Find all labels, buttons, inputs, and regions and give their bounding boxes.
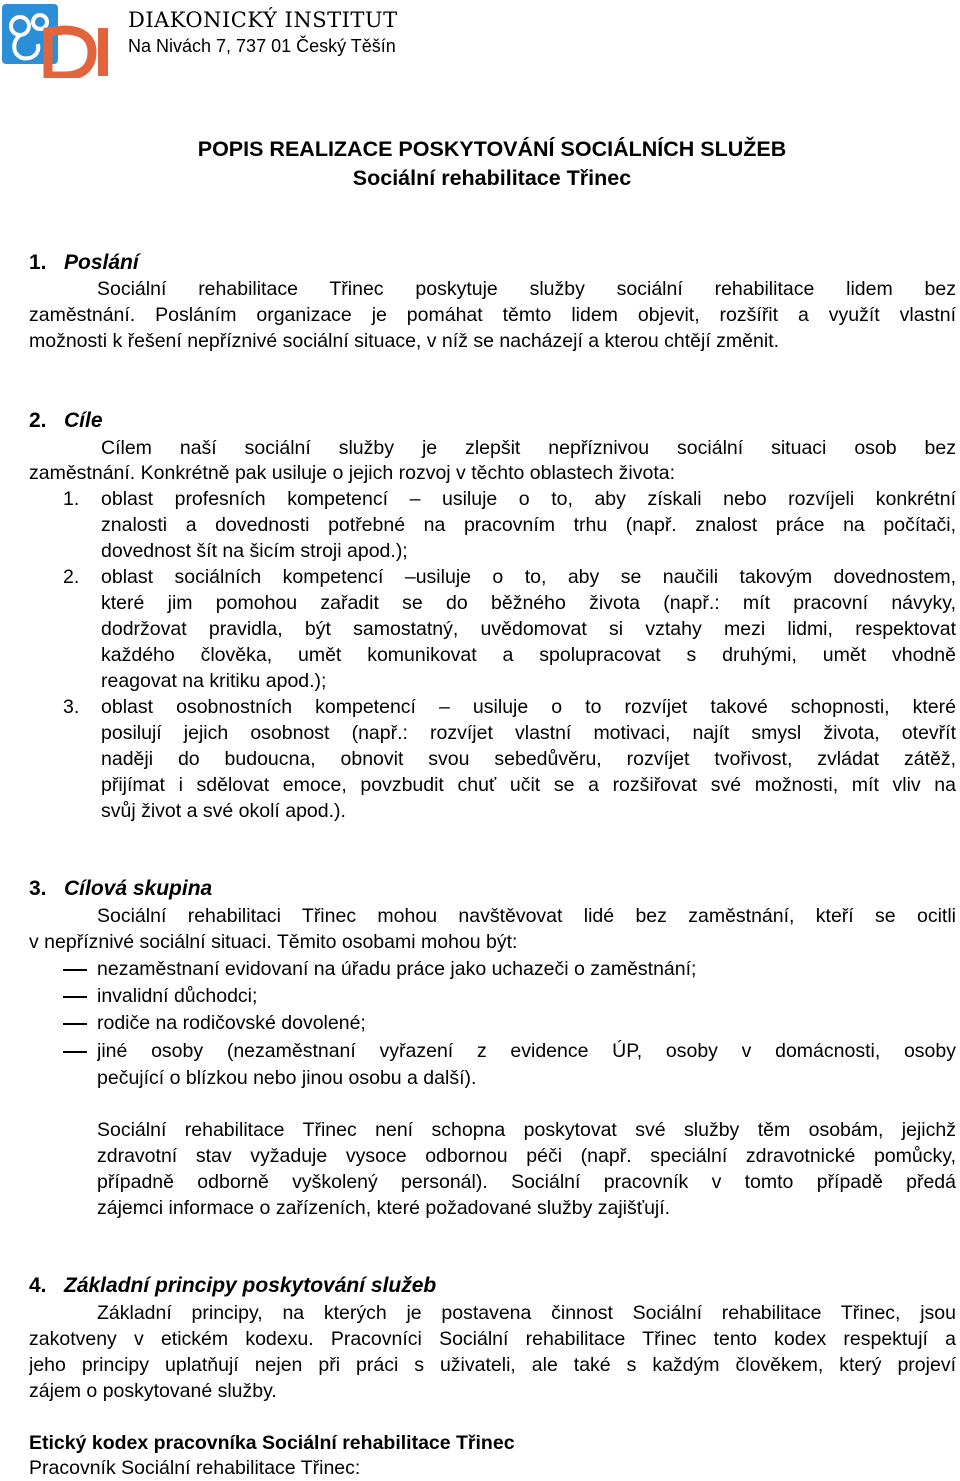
list-item-line: svůj život a své okolí apod.). [101,800,346,822]
paragraph-line: zakotveny v etickém kodexu. Pracovníci Sociální rehabilitace Třinec tento kodex respektují a [29,1328,956,1350]
bullet-dash [63,1051,87,1053]
paragraph-line: zaměstnání. Konkrétně pak usiluje o jejich rozvoj v těchto oblastech života: [29,462,676,484]
list-item-line: oblast osobnostních kompetencí – usiluje o to rozvíjet takové schopnosti, které [101,696,956,718]
paragraph-line: zájem o poskytované služby. [29,1380,277,1402]
bullet-dash [63,996,87,998]
list-item-line: dodržovat pravidla, být samostatný, uvědomovat si vztahy mezi lidmi, respektovat [101,618,956,640]
organization-name: DIAKONICKÝ INSTITUT [128,8,398,32]
bullet-item-line: jiné osoby (nezaměstnaní vyřazení z evidence ÚP, osoby v domácnosti, osoby [97,1040,956,1062]
paragraph-line: jeho principy uplatňují nejen při práci s uživateli, ale také s každým člověkem, který projeví [29,1354,956,1376]
list-item-line: které jim pomohou zařadit se do běžného života (např.: mít pracovní návyky, [101,592,956,614]
diakonicky-institut-logo [2,2,114,78]
paragraph-line: zdravotní stav vyžaduje vysoce odbornou péči (např. speciální zdravotnické pomůcky, [97,1145,956,1167]
paragraph-line: Sociální rehabilitace Třinec není schopna poskytovat své služby těm osobám, jejichž [97,1119,956,1141]
list-item-line: každého člověka, umět komunikovat a spolupracovat s druhými, umět vhodně [101,644,956,666]
list-item-line: dovednost šít na šicím stroji apod.); [101,540,408,562]
list-item-line: oblast profesních kompetencí – usiluje o to, aby získali nebo rozvíjeli konkrétní [101,488,956,510]
document-subtitle: Sociální rehabilitace Třinec [352,166,632,190]
list-item-line: reagovat na kritiku apod.); [101,670,327,692]
paragraph-line: možnosti k řešení nepříznivé sociální situace, v níž se nacházejí a kterou chtějí změnit. [29,330,780,352]
paragraph-line: Sociální rehabilitace Třinec poskytuje služby sociální rehabilitace lidem bez [97,278,956,300]
ethics-code-intro: Pracovník Sociální rehabilitace Třinec: [29,1457,361,1479]
paragraph-line: zájemci informace o zařízeních, které požadované služby zajišťují. [97,1197,671,1219]
list-item-line: přijímat i sdělovat emoce, povzbudit chuť učit se a rozšiřovat své možnosti, mít vliv na [101,774,956,796]
section-1-heading [29,251,139,275]
section-number: 3. [29,877,47,900]
section-number: 2. [29,409,47,432]
list-item-line: naději do budoucna, obnovit svou sebedůvěru, rozvíjet tvořivost, zvládat zátěž, [101,748,956,770]
list-marker: 2. [63,566,80,588]
list-marker: 3. [63,696,80,718]
section-4-heading [29,1274,436,1298]
document-title: POPIS REALIZACE POSKYTOVÁNÍ SOCIÁLNÍCH SLUŽEB [197,137,787,161]
section-3-heading [29,877,212,901]
list-marker: 1. [63,488,80,510]
ethics-code-heading: Etický kodex pracovníka Sociální rehabilitace Třinec [29,1432,515,1454]
bullet-dash [63,969,87,971]
section-2-heading [29,409,103,433]
list-item-line: znalosti a dovednosti potřebné na pracovním trhu (např. znalost práce na počítači, [101,514,956,536]
paragraph-line: zaměstnání. Posláním organizace je pomáhat těmto lidem objevit, rozšířit a využít vlastní [29,304,956,326]
bullet-item-line: rodiče na rodičovské dovolené; [97,1012,366,1034]
paragraph-line: Cílem naší sociální služby je zlepšit nepříznivou sociální situaci osob bez [101,437,956,459]
bullet-dash [63,1023,87,1025]
section-title: Základní principy poskytování služeb [64,1274,437,1297]
section-number: 4. [29,1274,47,1297]
bullet-item-line: nezaměstnaní evidovaní na úřadu práce jako uchazeči o zaměstnání; [97,958,697,980]
bullet-item-line: invalidní důchodci; [97,985,258,1007]
paragraph-line: případně odborně vyškolený personál). Sociální pracovník v tomto případě předá [97,1171,956,1193]
paragraph-line: v nepříznivé sociální situaci. Těmito osobami mohou být: [29,931,518,953]
section-title: Cílová skupina [64,877,213,900]
section-title: Poslání [64,251,139,274]
section-title: Cíle [64,409,103,432]
list-item-line: oblast sociálních kompetencí –usiluje o to, aby se naučili takovým dovednostem, [101,566,956,588]
list-item-line: posilují jejich osobnost (např.: rozvíjet vlastní motivaci, najít smysl života, otevřít [101,722,956,744]
section-number: 1. [29,251,47,274]
paragraph-line: Základní principy, na kterých je postavena činnost Sociální rehabilitace Třinec, jsou [97,1302,956,1324]
paragraph-line: Sociální rehabilitaci Třinec mohou navštěvovat lidé bez zaměstnání, kteří se ocitli [97,905,956,927]
organization-address: Na Nivách 7, 737 01 Český Těšín [128,36,396,56]
bullet-item-line: pečující o blízkou nebo jinou osobu a další). [97,1067,477,1089]
